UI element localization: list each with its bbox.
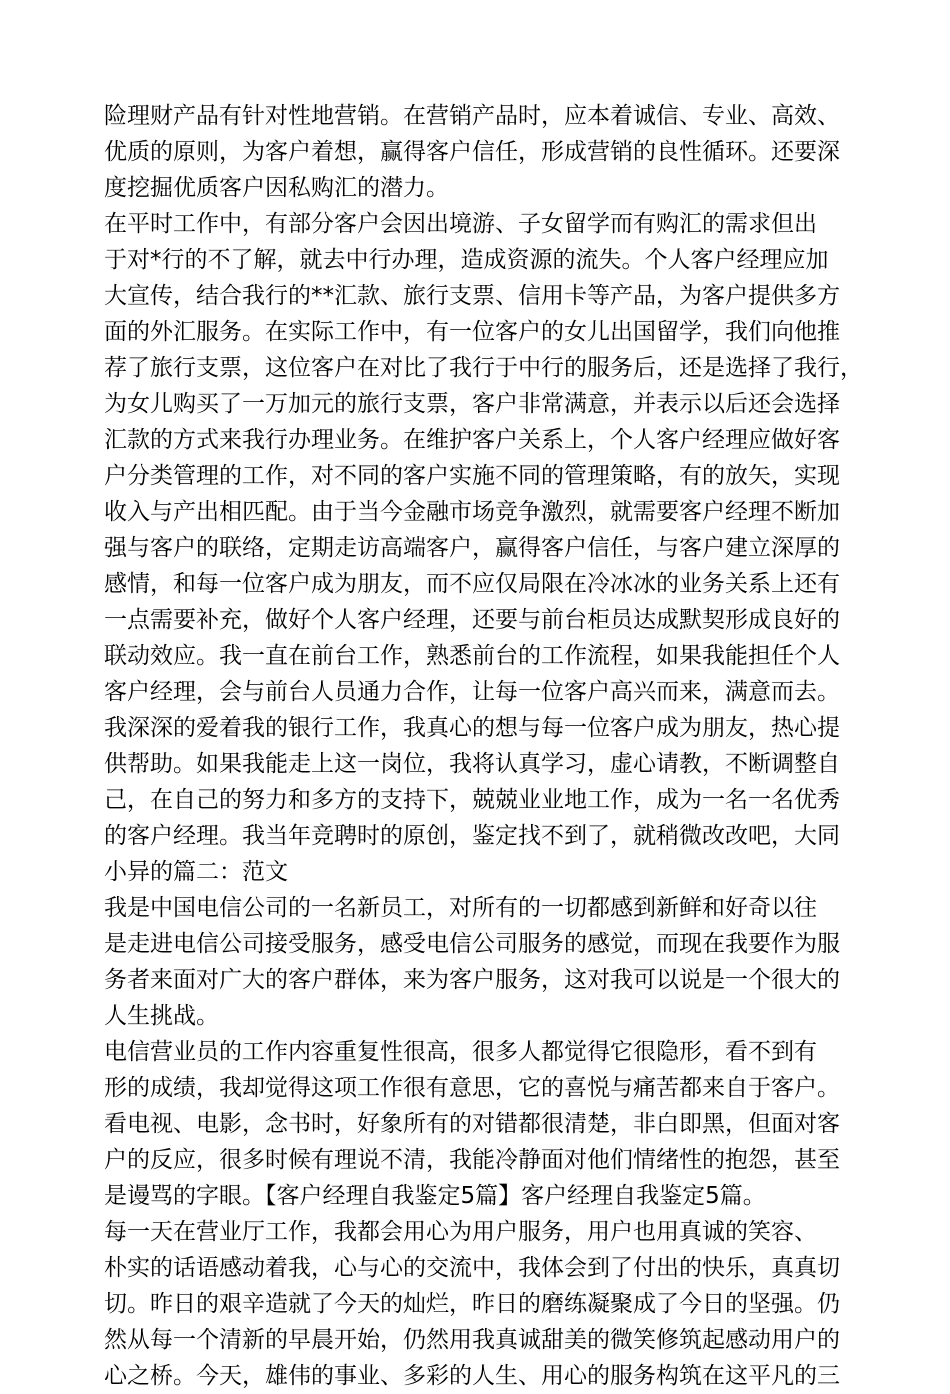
text-line: 一点需要补充，做好个人客户经理，还要与前台柜员达成默契形成良好的 bbox=[104, 607, 840, 633]
text-line: 于对*行的不了解，就去中行办理，造成资源的流失。个人客户经理应加 bbox=[104, 247, 829, 273]
text-line: 电信营业员的工作内容重复性很高，很多人都觉得它很隐形，看不到有 bbox=[104, 1039, 817, 1065]
text-line: 我深深的爱着我的银行工作，我真心的想与每一位客户成为朋友，热心提 bbox=[104, 715, 840, 741]
text-line: 荐了旅行支票，这位客户在对比了我行于中行的服务后，还是选择了我行， bbox=[104, 355, 863, 381]
text-line: 供帮助。如果我能走上这一岗位，我将认真学习，虚心请教，不断调整自 bbox=[104, 751, 840, 777]
text-line: 朴实的话语感动着我，心与心的交流中，我体会到了付出的快乐，真真切 bbox=[104, 1255, 840, 1281]
body-text bbox=[104, 98, 864, 1394]
text-line: 是谩骂的字眼。【客户经理自我鉴定5篇】客户经理自我鉴定5篇。 bbox=[104, 1183, 766, 1209]
text-line: 度挖掘优质客户因私购汇的潜力。 bbox=[104, 175, 449, 201]
text-line: 人生挑战。 bbox=[104, 1003, 219, 1029]
text-line: 为女儿购买了一万加元的旅行支票，客户非常满意，并表示以后还会选择 bbox=[104, 391, 840, 417]
text-line: 大宣传，结合我行的**汇款、旅行支票、信用卡等产品，为客户提供多方 bbox=[104, 283, 840, 309]
text-line: 客户经理，会与前台人员通力合作，让每一位客户高兴而来，满意而去。 bbox=[104, 679, 840, 705]
text-line: 收入与产出相匹配。由于当今金融市场竞争激烈，就需要客户经理不断加 bbox=[104, 499, 840, 525]
text-line: 联动效应。我一直在前台工作，熟悉前台的工作流程，如果我能担任个人 bbox=[104, 643, 840, 669]
text-line: 在平时工作中，有部分客户会因出境游、子女留学而有购汇的需求但出 bbox=[104, 211, 817, 237]
text-line: 形的成绩，我却觉得这项工作很有意思，它的喜悦与痛苦都来自于客户。 bbox=[104, 1075, 840, 1101]
text-line: 务者来面对广大的客户群体，来为客户服务，这对我可以说是一个很大的 bbox=[104, 967, 840, 993]
text-line: 的客户经理。我当年竞聘时的原创，鉴定找不到了，就稍微改改吧，大同 bbox=[104, 823, 840, 849]
text-line: 小异的篇二：范文 bbox=[104, 859, 288, 885]
text-line: 看电视、电影，念书时，好象所有的对错都很清楚，非白即黑，但面对客 bbox=[104, 1111, 840, 1137]
text-line: 然从每一个清新的早晨开始，仍然用我真诚甜美的微笑修筑起感动用户的 bbox=[104, 1327, 840, 1353]
text-line: 是走进电信公司接受服务，感受电信公司服务的感觉，而现在我要作为服 bbox=[104, 931, 840, 957]
text-line: 我是中国电信公司的一名新员工，对所有的一切都感到新鲜和好奇以往 bbox=[104, 895, 817, 921]
text-line: 感情，和每一位客户成为朋友，而不应仅局限在冷冰冰的业务关系上还有 bbox=[104, 571, 840, 597]
text-line: 切。昨日的艰辛造就了今天的灿烂，昨日的磨练凝聚成了今日的坚强。仍 bbox=[104, 1291, 840, 1317]
text-line: 险理财产品有针对性地营销。在营销产品时，应本着诚信、专业、高效、 bbox=[104, 103, 840, 129]
text-line: 心之桥。今天，雄伟的事业、多彩的人生、用心的服务构筑在这平凡的三 bbox=[104, 1363, 840, 1389]
text-line: 面的外汇服务。在实际工作中，有一位客户的女儿出国留学，我们向他推 bbox=[104, 319, 840, 345]
text-line: 优质的原则，为客户着想，赢得客户信任，形成营销的良性循环。还要深 bbox=[104, 139, 840, 165]
text-line: 户的反应，很多时候有理说不清，我能冷静面对他们情绪性的抱怨，甚至 bbox=[104, 1147, 840, 1173]
text-line: 强与客户的联络，定期走访高端客户，赢得客户信任，与客户建立深厚的 bbox=[104, 535, 840, 561]
text-line: 户分类管理的工作，对不同的客户实施不同的管理策略，有的放矢，实现 bbox=[104, 463, 840, 489]
text-line: 每一天在营业厅工作，我都会用心为用户服务，用户也用真诚的笑容、 bbox=[104, 1219, 817, 1245]
text-line: 汇款的方式来我行办理业务。在维护客户关系上，个人客户经理应做好客 bbox=[104, 427, 840, 453]
text-line: 己，在自己的努力和多方的支持下，兢兢业业地工作，成为一名一名优秀 bbox=[104, 787, 840, 813]
